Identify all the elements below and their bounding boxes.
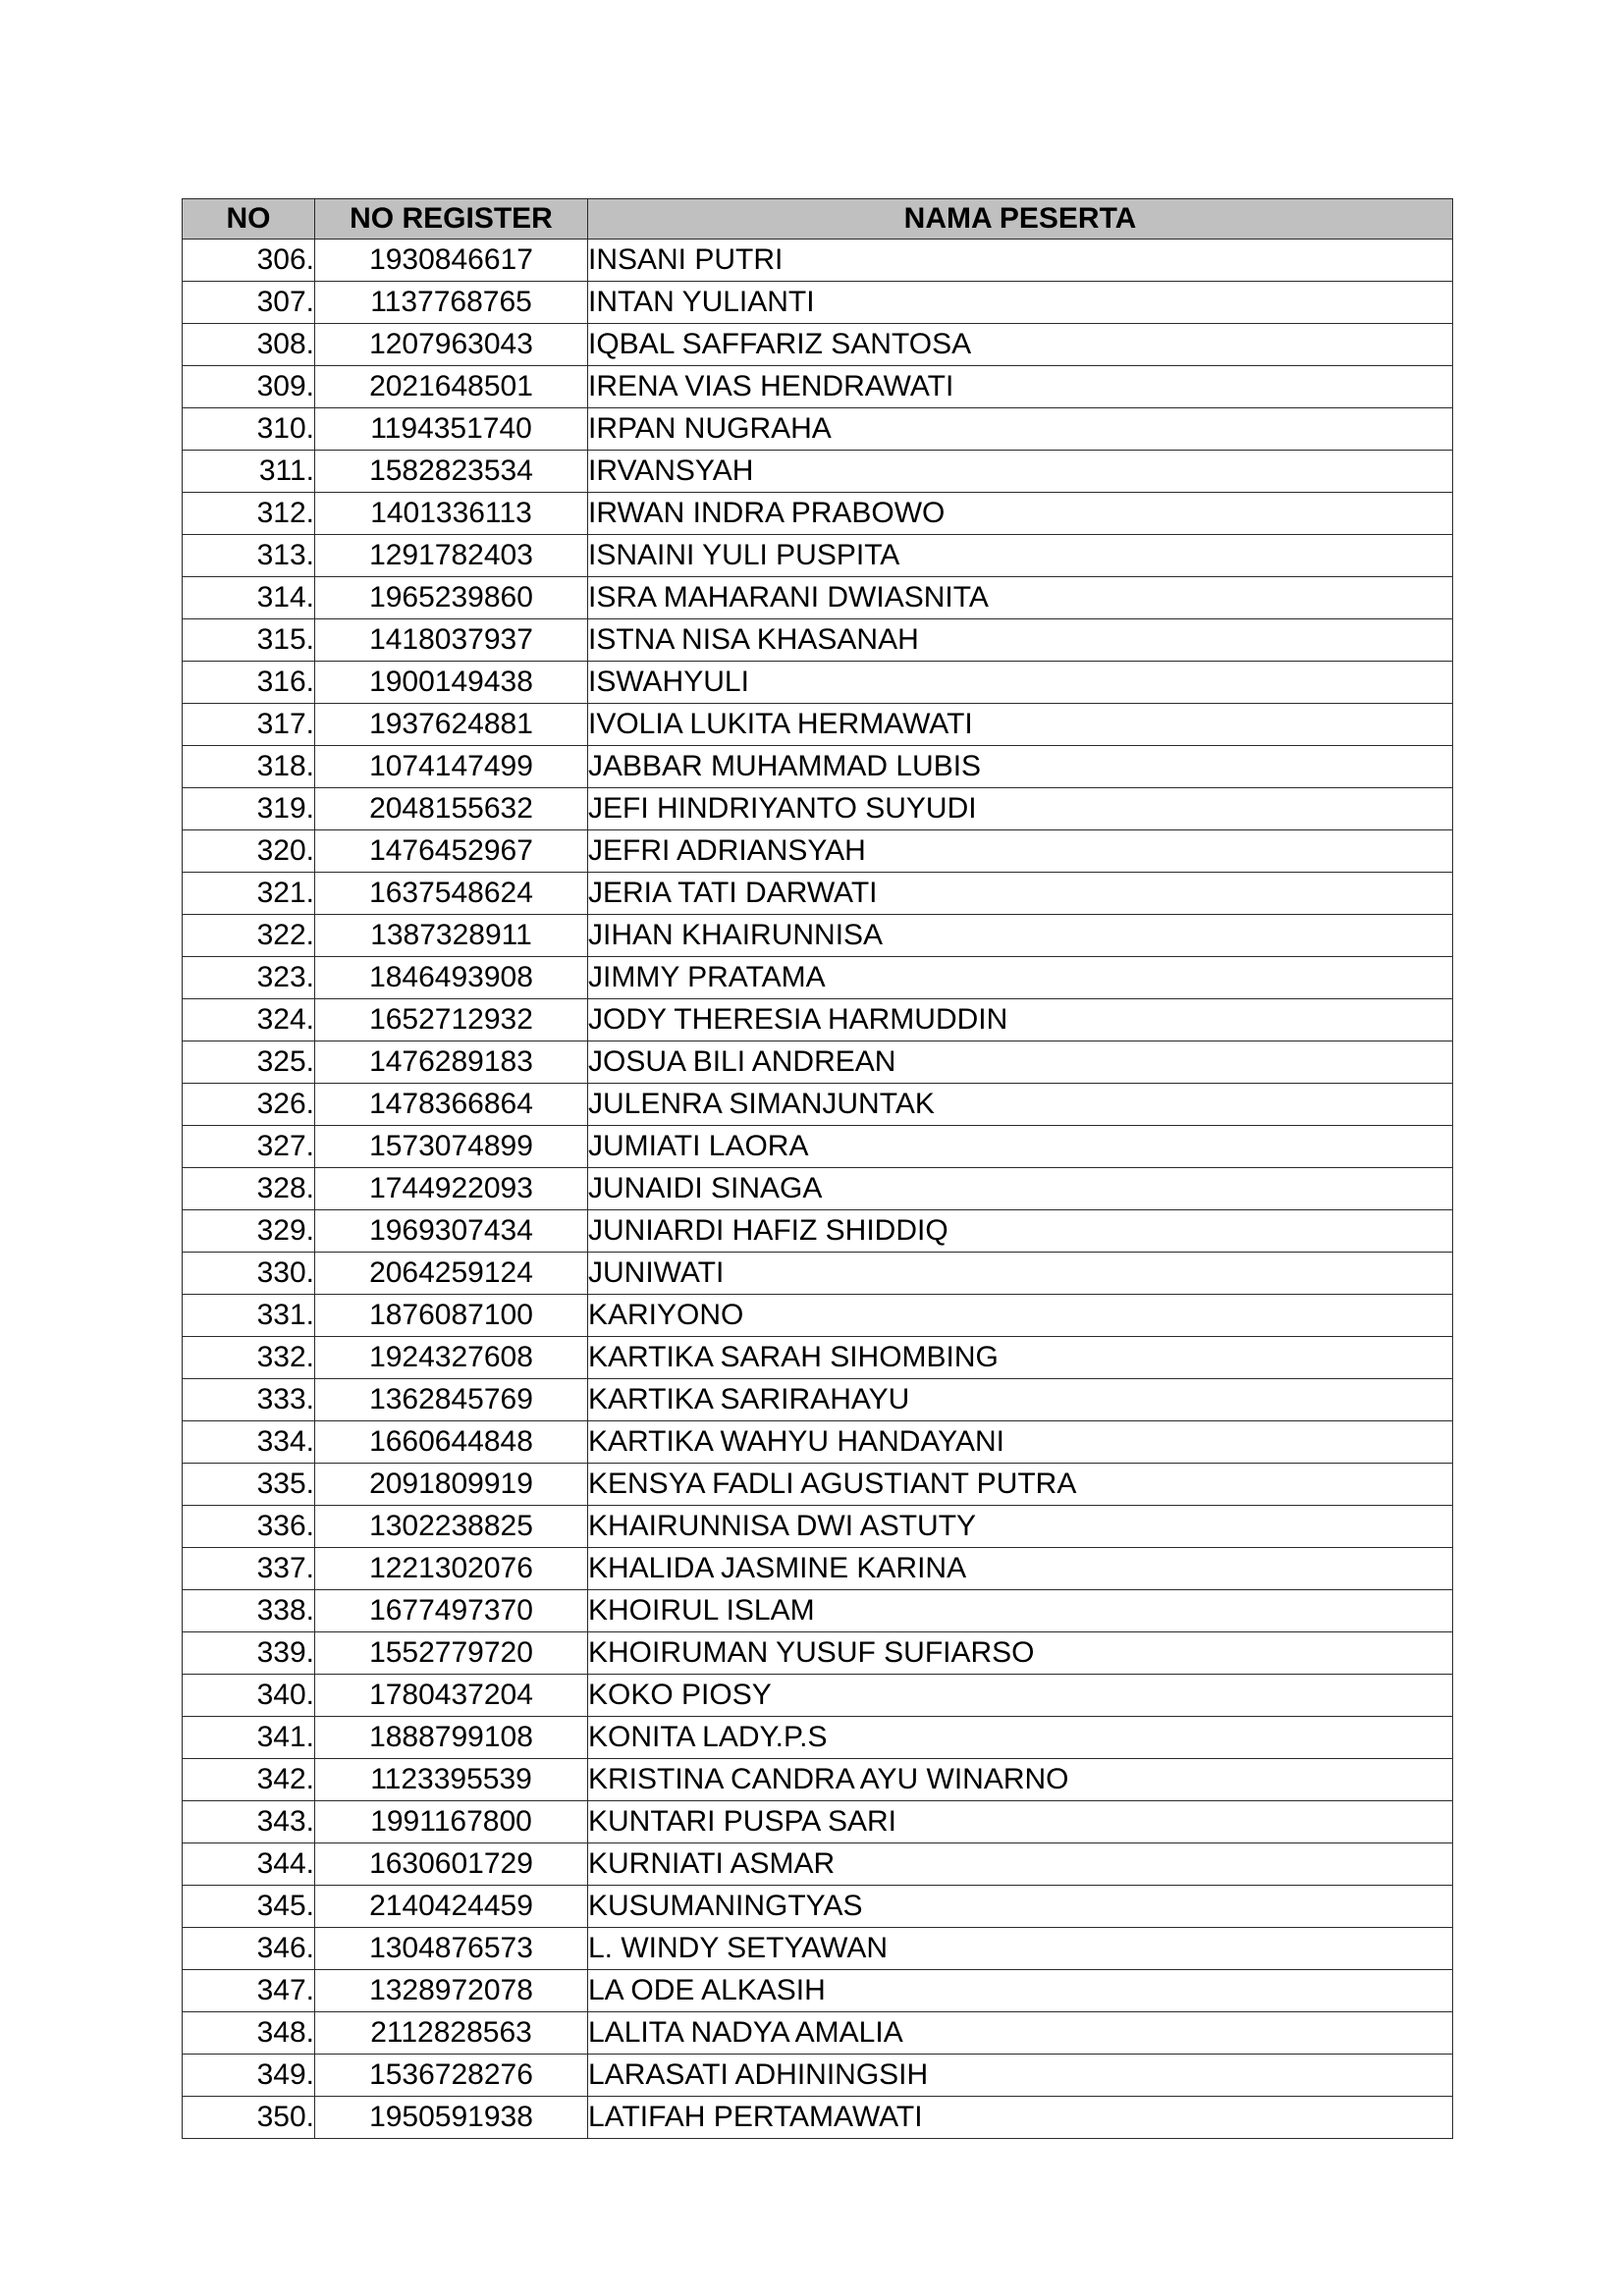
cell-register: 1207963043 (315, 324, 588, 366)
cell-no: 335. (183, 1464, 315, 1506)
cell-no: 349. (183, 2055, 315, 2097)
cell-name: KHOIRUL ISLAM (588, 1590, 1453, 1632)
cell-name: ISRA MAHARANI DWIASNITA (588, 577, 1453, 619)
cell-name: INTAN YULIANTI (588, 282, 1453, 324)
participant-table (182, 198, 1453, 2139)
cell-no: 315. (183, 619, 315, 662)
cell-name: KARTIKA SARIRAHAYU (588, 1379, 1453, 1421)
header-row (183, 199, 1453, 240)
cell-register: 1924327608 (315, 1337, 588, 1379)
cell-no: 343. (183, 1801, 315, 1843)
table-row (183, 1084, 1453, 1126)
table-row (183, 1253, 1453, 1295)
header-name: NAMA PESERTA (588, 199, 1453, 240)
table-row (183, 1675, 1453, 1717)
cell-no: 322. (183, 915, 315, 957)
cell-name: JIHAN KHAIRUNNISA (588, 915, 1453, 957)
cell-name: JUNIWATI (588, 1253, 1453, 1295)
table-body (183, 240, 1453, 2139)
cell-no: 317. (183, 704, 315, 746)
table-row (183, 619, 1453, 662)
table-row (183, 662, 1453, 704)
cell-no: 313. (183, 535, 315, 577)
table-row (183, 999, 1453, 1041)
table-row (183, 1126, 1453, 1168)
table-row (183, 1337, 1453, 1379)
cell-name: ISNAINI YULI PUSPITA (588, 535, 1453, 577)
table-row (183, 2012, 1453, 2055)
cell-name: IRENA VIAS HENDRAWATI (588, 366, 1453, 408)
cell-register: 1950591938 (315, 2097, 588, 2139)
cell-name: IVOLIA LUKITA HERMAWATI (588, 704, 1453, 746)
cell-no: 350. (183, 2097, 315, 2139)
cell-name: LATIFAH PERTAMAWATI (588, 2097, 1453, 2139)
cell-name: LALITA NADYA AMALIA (588, 2012, 1453, 2055)
cell-name: IRWAN INDRA PRABOWO (588, 493, 1453, 535)
cell-no: 312. (183, 493, 315, 535)
table-row (183, 451, 1453, 493)
table-row (183, 830, 1453, 873)
cell-name: JULENRA SIMANJUNTAK (588, 1084, 1453, 1126)
cell-no: 314. (183, 577, 315, 619)
cell-no: 310. (183, 408, 315, 451)
cell-no: 328. (183, 1168, 315, 1210)
cell-register: 1677497370 (315, 1590, 588, 1632)
table-row (183, 366, 1453, 408)
table-row (183, 2097, 1453, 2139)
table-row (183, 1041, 1453, 1084)
table-row (183, 1295, 1453, 1337)
cell-name: KARTIKA SARAH SIHOMBING (588, 1337, 1453, 1379)
cell-register: 1328972078 (315, 1970, 588, 2012)
table-row (183, 1421, 1453, 1464)
cell-no: 318. (183, 746, 315, 788)
cell-no: 339. (183, 1632, 315, 1675)
table-row (183, 1801, 1453, 1843)
table-row (183, 577, 1453, 619)
cell-no: 325. (183, 1041, 315, 1084)
cell-register: 1630601729 (315, 1843, 588, 1886)
cell-register: 1846493908 (315, 957, 588, 999)
cell-register: 1900149438 (315, 662, 588, 704)
cell-no: 323. (183, 957, 315, 999)
table-row (183, 746, 1453, 788)
table-row (183, 704, 1453, 746)
cell-name: KUNTARI PUSPA SARI (588, 1801, 1453, 1843)
cell-name: JUNIARDI HAFIZ SHIDDIQ (588, 1210, 1453, 1253)
cell-register: 1652712932 (315, 999, 588, 1041)
cell-register: 1969307434 (315, 1210, 588, 1253)
cell-name: JEFI HINDRIYANTO SUYUDI (588, 788, 1453, 830)
cell-name: LA ODE ALKASIH (588, 1970, 1453, 2012)
table-row (183, 1548, 1453, 1590)
cell-no: 345. (183, 1886, 315, 1928)
table-row (183, 408, 1453, 451)
cell-register: 1304876573 (315, 1928, 588, 1970)
cell-register: 1780437204 (315, 1675, 588, 1717)
cell-name: KONITA LADY.P.S (588, 1717, 1453, 1759)
table-row (183, 1590, 1453, 1632)
cell-register: 1888799108 (315, 1717, 588, 1759)
cell-no: 337. (183, 1548, 315, 1590)
cell-name: JUNAIDI SINAGA (588, 1168, 1453, 1210)
cell-name: KHALIDA JASMINE KARINA (588, 1548, 1453, 1590)
cell-register: 2021648501 (315, 366, 588, 408)
cell-register: 2140424459 (315, 1886, 588, 1928)
table-row (183, 493, 1453, 535)
cell-register: 1194351740 (315, 408, 588, 451)
cell-no: 307. (183, 282, 315, 324)
table-row (183, 873, 1453, 915)
cell-register: 1418037937 (315, 619, 588, 662)
cell-no: 336. (183, 1506, 315, 1548)
cell-register: 1478366864 (315, 1084, 588, 1126)
cell-no: 324. (183, 999, 315, 1041)
cell-name: LARASATI ADHININGSIH (588, 2055, 1453, 2097)
cell-register: 2091809919 (315, 1464, 588, 1506)
cell-name: JABBAR MUHAMMAD LUBIS (588, 746, 1453, 788)
cell-no: 340. (183, 1675, 315, 1717)
cell-register: 1476452967 (315, 830, 588, 873)
table-header (183, 199, 1453, 240)
cell-register: 1476289183 (315, 1041, 588, 1084)
cell-no: 347. (183, 1970, 315, 2012)
cell-register: 1930846617 (315, 240, 588, 282)
header-register: NO REGISTER (315, 199, 588, 240)
table-row (183, 240, 1453, 282)
cell-register: 2064259124 (315, 1253, 588, 1295)
table-row (183, 1886, 1453, 1928)
cell-no: 344. (183, 1843, 315, 1886)
cell-register: 1573074899 (315, 1126, 588, 1168)
cell-no: 306. (183, 240, 315, 282)
cell-register: 1536728276 (315, 2055, 588, 2097)
cell-name: KENSYA FADLI AGUSTIANT PUTRA (588, 1464, 1453, 1506)
cell-no: 342. (183, 1759, 315, 1801)
cell-name: ISTNA NISA KHASANAH (588, 619, 1453, 662)
cell-no: 321. (183, 873, 315, 915)
cell-no: 332. (183, 1337, 315, 1379)
table-row (183, 324, 1453, 366)
table-row (183, 915, 1453, 957)
cell-register: 1876087100 (315, 1295, 588, 1337)
cell-no: 309. (183, 366, 315, 408)
cell-name: KOKO PIOSY (588, 1675, 1453, 1717)
cell-no: 338. (183, 1590, 315, 1632)
cell-register: 1660644848 (315, 1421, 588, 1464)
table-row (183, 1717, 1453, 1759)
table-row (183, 1632, 1453, 1675)
table-row (183, 1506, 1453, 1548)
cell-no: 346. (183, 1928, 315, 1970)
cell-register: 1221302076 (315, 1548, 588, 1590)
cell-name: IRPAN NUGRAHA (588, 408, 1453, 451)
table-row (183, 788, 1453, 830)
cell-name: JUMIATI LAORA (588, 1126, 1453, 1168)
cell-register: 1074147499 (315, 746, 588, 788)
cell-name: KUSUMANINGTYAS (588, 1886, 1453, 1928)
table-row (183, 957, 1453, 999)
cell-name: JODY THERESIA HARMUDDIN (588, 999, 1453, 1041)
cell-name: KRISTINA CANDRA AYU WINARNO (588, 1759, 1453, 1801)
table-row (183, 2055, 1453, 2097)
cell-register: 1991167800 (315, 1801, 588, 1843)
cell-name: KURNIATI ASMAR (588, 1843, 1453, 1886)
table-row (183, 1843, 1453, 1886)
cell-no: 316. (183, 662, 315, 704)
table-row (183, 1210, 1453, 1253)
cell-name: L. WINDY SETYAWAN (588, 1928, 1453, 1970)
cell-name: IRVANSYAH (588, 451, 1453, 493)
table-row (183, 1759, 1453, 1801)
cell-register: 2112828563 (315, 2012, 588, 2055)
cell-no: 333. (183, 1379, 315, 1421)
cell-name: JEFRI ADRIANSYAH (588, 830, 1453, 873)
table-row (183, 1379, 1453, 1421)
cell-name: KARTIKA WAHYU HANDAYANI (588, 1421, 1453, 1464)
table-row (183, 1464, 1453, 1506)
cell-register: 1362845769 (315, 1379, 588, 1421)
cell-no: 348. (183, 2012, 315, 2055)
cell-no: 334. (183, 1421, 315, 1464)
cell-register: 1637548624 (315, 873, 588, 915)
cell-register: 1744922093 (315, 1168, 588, 1210)
table-row (183, 282, 1453, 324)
cell-name: INSANI PUTRI (588, 240, 1453, 282)
cell-name: KHOIRUMAN YUSUF SUFIARSO (588, 1632, 1453, 1675)
cell-no: 311. (183, 451, 315, 493)
cell-register: 1965239860 (315, 577, 588, 619)
cell-no: 330. (183, 1253, 315, 1295)
table-row (183, 1970, 1453, 2012)
cell-no: 327. (183, 1126, 315, 1168)
cell-no: 326. (183, 1084, 315, 1126)
cell-name: JERIA TATI DARWATI (588, 873, 1453, 915)
cell-name: KHAIRUNNISA DWI ASTUTY (588, 1506, 1453, 1548)
cell-name: ISWAHYULI (588, 662, 1453, 704)
cell-no: 329. (183, 1210, 315, 1253)
cell-register: 1937624881 (315, 704, 588, 746)
cell-register: 1137768765 (315, 282, 588, 324)
cell-register: 1291782403 (315, 535, 588, 577)
cell-no: 320. (183, 830, 315, 873)
cell-register: 1302238825 (315, 1506, 588, 1548)
cell-no: 308. (183, 324, 315, 366)
cell-register: 1387328911 (315, 915, 588, 957)
cell-register: 1401336113 (315, 493, 588, 535)
table-row (183, 535, 1453, 577)
cell-name: IQBAL SAFFARIZ SANTOSA (588, 324, 1453, 366)
header-no: NO (183, 199, 315, 240)
cell-no: 331. (183, 1295, 315, 1337)
table-row (183, 1928, 1453, 1970)
cell-name: KARIYONO (588, 1295, 1453, 1337)
cell-name: JIMMY PRATAMA (588, 957, 1453, 999)
cell-register: 2048155632 (315, 788, 588, 830)
cell-register: 1552779720 (315, 1632, 588, 1675)
cell-register: 1582823534 (315, 451, 588, 493)
cell-name: JOSUA BILI ANDREAN (588, 1041, 1453, 1084)
table-row (183, 1168, 1453, 1210)
cell-no: 319. (183, 788, 315, 830)
cell-no: 341. (183, 1717, 315, 1759)
cell-register: 1123395539 (315, 1759, 588, 1801)
